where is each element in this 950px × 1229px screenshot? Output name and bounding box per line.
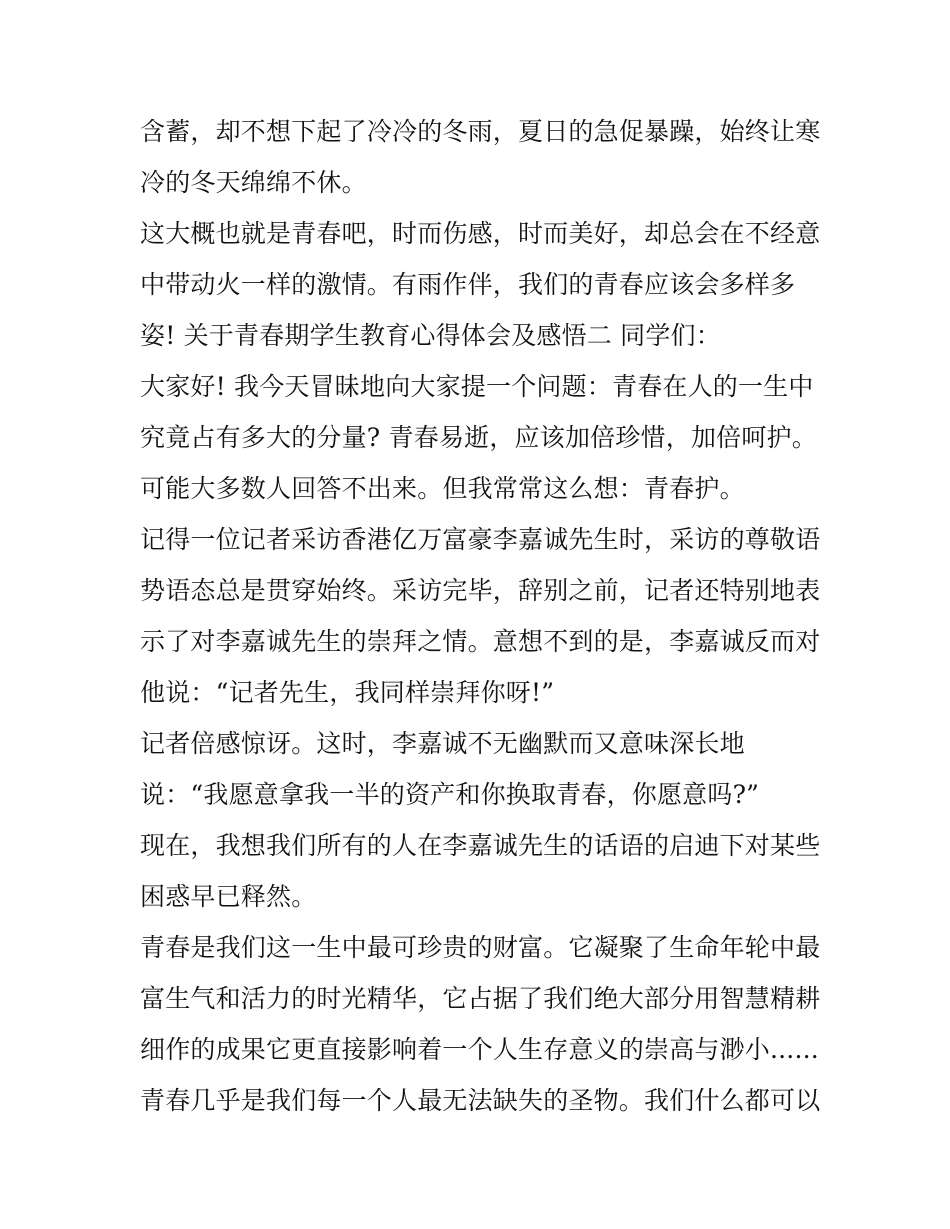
text-line: 青春几乎是我们每一个人最无法缺失的圣物。我们什么都可以 — [140, 1086, 821, 1115]
text-line: 细作的成果它更直接影响着一个人生存意义的崇高与渺小...... — [140, 1035, 819, 1064]
text-line: 可能大多数人回答不出来。但我常常这么想：青春护。 — [140, 474, 745, 503]
text-line: 冷的冬天绵绵不休。 — [140, 168, 367, 197]
text-line: 姿! 关于青春期学生教育心得体会及感悟二 同学们： — [140, 321, 721, 350]
text-line: 记得一位记者采访香港亿万富豪李嘉诚先生时，采访的尊敬语 — [140, 525, 821, 554]
text-line: 究竟占有多大的分量? 青春易逝，应该加倍珍惜，加倍呵护。 — [140, 423, 817, 452]
text-line: 说：“我愿意拿我一半的资产和你换取青春，你愿意吗?” — [140, 780, 760, 809]
text-line: 大家好! 我今天冒昧地向大家提一个问题：青春在人的一生中 — [140, 372, 814, 401]
text-line: 青春是我们这一生中最可珍贵的财富。它凝聚了生命年轮中最 — [140, 933, 821, 962]
text-line: 中带动火一样的激情。有雨作伴，我们的青春应该会多样多 — [140, 270, 796, 299]
text-line: 现在，我想我们所有的人在李嘉诚先生的话语的启迪下对某些 — [140, 831, 821, 860]
text-line: 困惑早已释然。 — [140, 882, 317, 911]
body-text — [140, 106, 830, 1126]
text-line: 势语态总是贯穿始终。采访完毕，辞别之前，记者还特别地表 — [140, 576, 821, 605]
text-line: 记者倍感惊讶。这时，李嘉诚不无幽默而又意味深长地 — [140, 729, 745, 758]
text-line: 含蓄，却不想下起了冷冷的冬雨，夏日的急促暴躁，始终让寒 — [140, 117, 821, 146]
text-line: 富生气和活力的时光精华，它占据了我们绝大部分用智慧精耕 — [140, 984, 821, 1013]
text-line: 他说：“记者先生，我同样崇拜你呀!” — [140, 678, 555, 707]
text-line: 示了对李嘉诚先生的崇拜之情。意想不到的是，李嘉诚反而对 — [140, 627, 821, 656]
text-line: 这大概也就是青春吧，时而伤感，时而美好，却总会在不经意 — [140, 219, 821, 248]
